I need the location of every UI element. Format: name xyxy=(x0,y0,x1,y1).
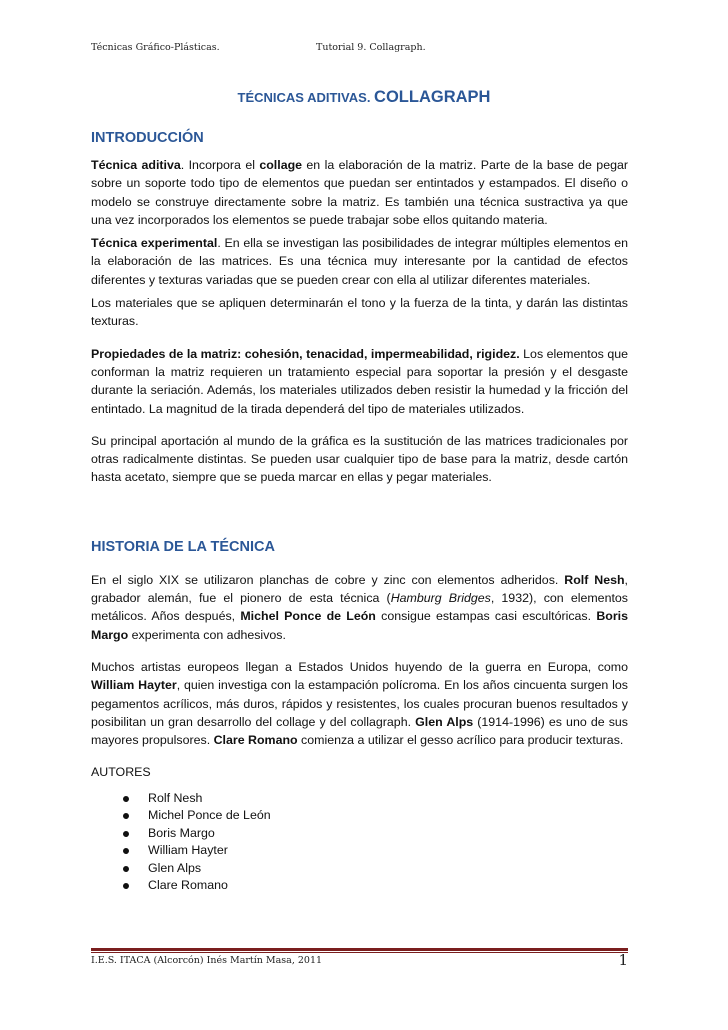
footer-left: I.E.S. ITACA (Alcorcón) Inés Martín Masa, 2011 xyxy=(91,955,323,966)
authors-list xyxy=(91,790,628,895)
text: consigue estampas casi escultóricas. xyxy=(375,609,597,624)
text: , grabador alemán, fue el pionero de esta técnica ( xyxy=(91,572,628,606)
text: . En ella se investigan las posibilidades de integrar múltiples elementos en la elaboración de las matrices. Es una técnica muy interesante por la cantidad de efectos diferentes y texturas variadas que se pueden crear con ella al utilizar diferentes materiales. xyxy=(91,236,629,287)
bullet-icon xyxy=(123,883,129,889)
history-paragraph-1 xyxy=(91,571,628,644)
intro-paragraph-4 xyxy=(91,345,628,418)
bold-text: Rolf Nesh xyxy=(564,572,625,587)
history-heading: HISTORIA DE LA TÉCNICA xyxy=(91,538,275,555)
text: . Incorpora el xyxy=(180,158,260,172)
title-dot: . xyxy=(366,90,375,105)
bold-text: Técnica aditiva xyxy=(91,158,181,172)
author-name: William Hayter xyxy=(148,843,228,858)
author-name: Glen Alps xyxy=(148,860,202,875)
bold-text: Propiedades de la matriz: cohesión, tenacidad, impermeabilidad, rigidez. xyxy=(91,346,520,361)
bold-text: Glen Alps xyxy=(415,714,474,729)
footer-rule-thick xyxy=(91,948,628,951)
author-name: Rolf Nesh xyxy=(148,790,203,805)
page-number: 1 xyxy=(618,951,628,969)
text: (1914-1996) es uno de sus mayores propulsores. xyxy=(91,714,628,748)
history-paragraph-2 xyxy=(91,658,628,749)
header-center: Tutorial 9. Collagraph. xyxy=(316,42,426,53)
text: en la elaboración de la matriz. Parte de la base de pegar sobre un soporte todo tipo de elementos que puedan ser entintados y estampados. El diseño o modelo se construye directamente sobre la matriz. Es también una técnica sustractiva ya que una vez incorporados los elementos se puede trabajar sobe ellos quitando materia. xyxy=(91,158,628,227)
text: comienza a utilizar el gesso acrílico para producir texturas. xyxy=(297,733,624,748)
page-footer xyxy=(91,951,628,969)
document-body xyxy=(91,128,628,895)
text: experimenta con adhesivos. xyxy=(128,627,286,642)
list-item xyxy=(123,877,628,895)
document-title xyxy=(91,88,637,107)
text: En el siglo XIX se utilizaron planchas de cobre y zinc con elementos adheridos. xyxy=(91,572,565,587)
text: , 1932), con elementos metálicos. Años después, xyxy=(91,591,628,624)
footer-rule-thin xyxy=(91,952,628,953)
author-name: Michel Ponce de León xyxy=(148,808,271,823)
title-part2: COLLAGRAPH xyxy=(374,88,491,106)
list-item xyxy=(123,825,628,843)
bullet-icon xyxy=(123,831,129,837)
bold-text: William Hayter xyxy=(91,678,177,693)
list-item xyxy=(123,790,628,808)
bold-text: collage xyxy=(259,158,303,172)
italic-text: Hamburg Bridges xyxy=(390,591,491,606)
text: Los elementos que conforman la matriz requieren un tratamiento especial para soportar la presión y el desgaste durante la seriación. Además, los materiales utilizados deben resistir la humedad y la fricción del entintado. La magnitud de la tirada dependerá del tipo de materiales utilizados. xyxy=(91,346,628,416)
title-part1: TÉCNICAS ADITIVAS xyxy=(237,90,367,105)
intro-heading: INTRODUCCIÓN xyxy=(91,130,204,146)
bullet-icon xyxy=(123,813,129,819)
intro-paragraph-2 xyxy=(91,234,628,289)
authors-label: AUTORES xyxy=(91,765,151,780)
author-name: Boris Margo xyxy=(148,825,215,840)
header-left: Técnicas Gráfico-Plásticas. xyxy=(91,42,220,53)
list-item xyxy=(123,842,628,860)
bullet-icon xyxy=(123,848,129,854)
bold-text: Clare Romano xyxy=(213,733,298,748)
list-item xyxy=(123,807,628,825)
text: , quien investiga con la estampación polícroma. En los años cincuenta surgen los pegamentos acrílicos, más duros, rápidos y resistentes, los cuales procuran buenos resultados y posibilitan un gran desarrollo del collage y del collagraph. xyxy=(91,678,629,729)
bold-text: Boris Margo xyxy=(91,609,628,642)
intro-paragraph-1 xyxy=(91,156,628,229)
bold-text: Técnica experimental xyxy=(91,236,218,251)
author-name: Clare Romano xyxy=(148,878,228,893)
intro-paragraph-3: Los materiales que se apliquen determinarán el tono y la fuerza de la tinta, y darán las distintas texturas. xyxy=(91,296,628,329)
intro-paragraph-5: Su principal aportación al mundo de la gráfica es la sustitución de las matrices tradicionales por otras radicalmente distintas. Se pueden usar cualquier tipo de base para la matriz, desde cartón hasta acetato, siempre que se pueda marcar en ellas y pegar materiales. xyxy=(91,433,628,485)
bold-text: Michel Ponce de León xyxy=(240,609,376,624)
list-item xyxy=(123,860,628,878)
bullet-icon xyxy=(123,866,129,872)
bullet-icon xyxy=(123,796,129,802)
text: Muchos artistas europeos llegan a Estados Unidos huyendo de la guerra en Europa, como xyxy=(91,659,628,674)
